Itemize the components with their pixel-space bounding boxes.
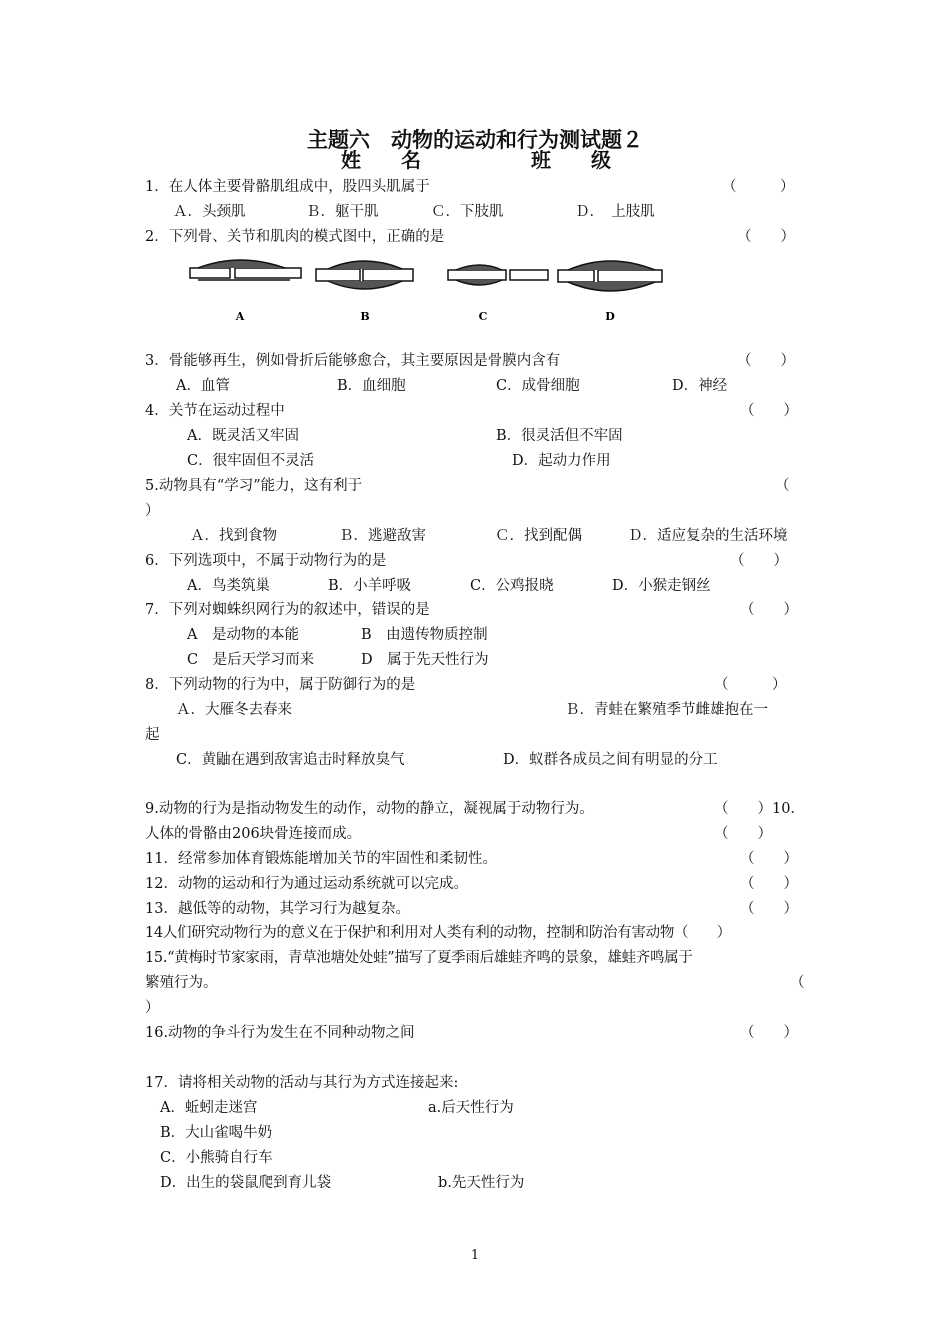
- tf-item: 9.动物的行为是指动物发生的动作，动物的静立，凝视属于动物行为。: [145, 801, 594, 817]
- answer-blank-2[interactable]: （ ）: [737, 229, 795, 245]
- question-8: 8．下列动物的行为中，属于防御行为的是: [145, 677, 416, 693]
- tf-item: 13．越低等的动物，其学习行为越复杂。: [145, 901, 410, 917]
- match-right-a: a.后天性行为: [428, 1100, 514, 1116]
- option-7b: B 由遗传物质控制: [361, 627, 488, 643]
- option-8a: Ａ．大雁冬去春来: [176, 702, 292, 718]
- option-4d: D．起动力作用: [512, 453, 611, 469]
- answer-blank-6[interactable]: （ ）: [730, 553, 788, 569]
- figure-label-c: C: [478, 310, 488, 323]
- figure-label-a: A: [235, 310, 245, 323]
- option-8b-cont: 起: [145, 727, 160, 743]
- answer-blank-3[interactable]: （ ）: [737, 353, 795, 369]
- match-left-c: C．小熊骑自行车: [160, 1150, 273, 1166]
- answer-blank-5-open[interactable]: （: [775, 478, 790, 494]
- figure-label-d: D: [605, 310, 615, 323]
- option-8c: C．黄鼬在遇到敌害追击时释放臭气: [176, 752, 405, 768]
- tf-blank[interactable]: （ ）: [740, 901, 798, 917]
- tf-blank[interactable]: （ ）: [740, 1025, 798, 1041]
- answer-blank-1[interactable]: （ ）: [722, 179, 795, 195]
- option-1a: Ａ．头颈肌: [173, 204, 246, 220]
- option-4b: B．很灵活但不牢固: [496, 428, 623, 444]
- tf-blank[interactable]: （ ）: [714, 826, 772, 842]
- class-label: 班 级: [531, 148, 611, 172]
- tf-item: 12．动物的运动和行为通过运动系统就可以完成。: [145, 876, 468, 892]
- option-6d: D．小猴走钢丝: [612, 578, 711, 594]
- option-1d: Ｄ． 上肢肌: [575, 204, 655, 220]
- figure-a: [190, 260, 301, 280]
- name-label: 姓 名: [341, 148, 421, 172]
- figure-b: [316, 261, 413, 289]
- tf-item: 14人们研究动物行为的意义在于保护和利用对人类有利的动物，控制和防治有害动物（ ）: [145, 925, 731, 941]
- match-left-a: A．蚯蚓走迷宫: [160, 1100, 258, 1116]
- answer-blank-7[interactable]: （ ）: [740, 602, 798, 618]
- figure-label-b: B: [360, 310, 370, 323]
- question-4: 4．关节在运动过程中: [145, 403, 285, 419]
- question-6: 6．下列选项中，不属于动物行为的是: [145, 553, 387, 569]
- option-7a: A 是动物的本能: [187, 627, 299, 643]
- option-6c: C．公鸡报晓: [470, 578, 554, 594]
- tf-item: 15.“黄梅时节家家雨，青草池塘处处蛙”描写了夏季雨后雄蛙齐鸣的景象，雄蛙齐鸣属于: [145, 950, 693, 966]
- option-6a: A．鸟类筑巢: [187, 578, 270, 594]
- option-5d: Ｄ．适应复杂的生活环境: [628, 528, 788, 544]
- question-2: 2．下列骨、关节和肌肉的模式图中，正确的是: [145, 229, 445, 245]
- option-3c: C．成骨细胞: [496, 378, 580, 394]
- page-number: 1: [470, 1248, 480, 1263]
- option-1b: Ｂ．躯干肌: [306, 204, 379, 220]
- option-3b: B．血细胞: [337, 378, 406, 394]
- answer-blank-4[interactable]: （ ）: [740, 403, 798, 419]
- tf-blank[interactable]: （ ）10．: [714, 801, 805, 817]
- tf-blank[interactable]: （ ）: [740, 876, 798, 892]
- option-3d: D．神经: [672, 378, 728, 394]
- question-17: 17．请将相关动物的活动与其行为方式连接起来:: [145, 1075, 459, 1091]
- tf-blank[interactable]: （ ）: [740, 851, 798, 867]
- question-3: 3．骨能够再生，例如骨折后能够愈合，其主要原因是骨膜内含有: [145, 353, 561, 369]
- option-6b: B．小羊呼吸: [328, 578, 412, 594]
- question-7: 7．下列对蜘蛛织网行为的叙述中，错误的是: [145, 602, 430, 618]
- option-4a: A．既灵活又牢固: [187, 428, 299, 444]
- question-5: 5.动物具有“学习”能力，这有利于: [145, 478, 363, 494]
- figure-d: [558, 261, 662, 291]
- option-7c: C 是后天学习而来: [187, 652, 315, 668]
- option-8b: Ｂ．青蛙在繁殖季节雌雄抱在一: [565, 702, 768, 718]
- option-1c: Ｃ．下肢肌: [431, 204, 504, 220]
- match-right-b: b.先天性行为: [438, 1175, 525, 1191]
- option-8d: D．蚁群各成员之间有明显的分工: [503, 752, 718, 768]
- tf-item: 16.动物的争斗行为发生在不同种动物之间: [145, 1025, 415, 1041]
- option-5c: Ｃ．找到配偶: [495, 528, 582, 544]
- option-4c: C．很牢固但不灵活: [187, 453, 315, 469]
- tf-item: ）: [145, 1000, 160, 1016]
- question-1: 1．在人体主要骨骼肌组成中，股四头肌属于: [145, 179, 430, 195]
- page-title: 主题六 动物的运动和行为测试题２: [307, 128, 643, 152]
- match-left-b: B．大山雀喝牛奶: [160, 1125, 273, 1141]
- option-5a: Ａ．找到食物: [190, 528, 277, 544]
- tf-item: 繁殖行为。: [145, 975, 218, 991]
- option-5b: Ｂ．逃避敌害: [339, 528, 426, 544]
- figure-c: [448, 265, 548, 285]
- tf-blank[interactable]: （: [790, 975, 805, 991]
- answer-blank-8[interactable]: （ ）: [714, 677, 787, 693]
- tf-item: 人体的骨骼由206块骨连接而成。: [145, 826, 362, 842]
- tf-item: 11．经常参加体育锻炼能增加关节的牢固性和柔韧性。: [145, 851, 497, 867]
- answer-blank-5-close: ）: [145, 503, 160, 519]
- match-left-d: D．出生的袋鼠爬到育儿袋: [160, 1175, 332, 1191]
- bone-joint-muscle-diagram: [180, 258, 680, 328]
- option-3a: A．血管: [176, 378, 230, 394]
- option-7d: D 属于先天性行为: [361, 652, 489, 668]
